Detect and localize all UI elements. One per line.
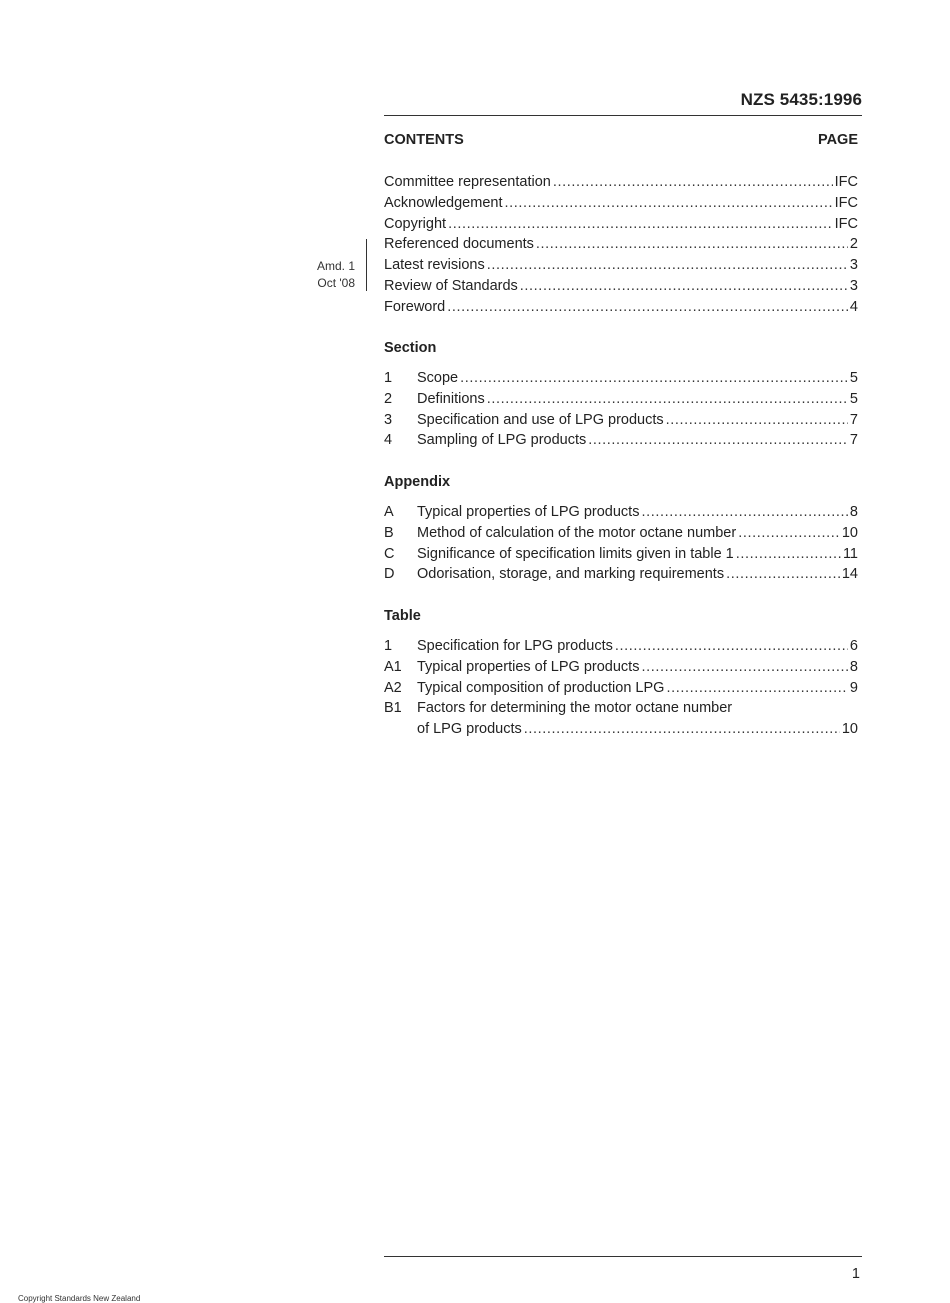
toc-entry-page: 6 xyxy=(849,638,858,654)
amendment-number: Amd. 1 xyxy=(316,259,355,273)
copyright-notice: Copyright Standards New Zealand xyxy=(18,1294,141,1303)
toc-entry-title: Method of calculation of the motor octane number xyxy=(417,524,737,541)
toc-entry[interactable] xyxy=(384,564,858,585)
toc-entry-continuation[interactable] xyxy=(384,719,858,740)
contents-heading: CONTENTS xyxy=(384,132,464,148)
toc-entry[interactable] xyxy=(384,193,858,214)
toc-entry-page: IFC xyxy=(834,174,858,190)
toc-entry[interactable] xyxy=(384,430,858,451)
toc-entry-page: 10 xyxy=(841,721,858,738)
toc-entry-title: Referenced documents xyxy=(384,236,534,253)
toc-entry-title: Typical composition of production LPG xyxy=(417,679,665,696)
page-number: 1 xyxy=(851,1266,860,1282)
standard-id: NZS 5435:1996 xyxy=(740,90,862,109)
toc-entry-title: Copyright xyxy=(384,215,447,232)
page-column-heading: PAGE xyxy=(817,132,858,148)
toc-entry-title: Latest revisions xyxy=(384,257,485,274)
toc-entry-title: Specification and use of LPG products xyxy=(417,411,664,428)
toc-entry-page: IFC xyxy=(834,215,858,232)
appendix-heading: Appendix xyxy=(384,474,451,490)
toc-entry-number: 4 xyxy=(384,432,393,449)
toc-entry-title: Specification for LPG products xyxy=(417,638,613,654)
toc-entry[interactable] xyxy=(384,502,858,523)
toc-entry-title: Foreword xyxy=(384,298,446,315)
toc-entry[interactable] xyxy=(384,657,858,678)
toc-entry-title: Odorisation, storage, and marking requirements xyxy=(417,566,725,583)
toc-entry-page: 14 xyxy=(841,566,858,583)
toc-entry-number: A2 xyxy=(384,679,402,696)
toc-entry-page: 3 xyxy=(849,257,858,274)
toc-entry[interactable] xyxy=(384,544,858,565)
toc-entry-title: Typical properties of LPG products xyxy=(417,658,640,675)
toc-entry-page: IFC xyxy=(834,194,858,211)
toc-entry-number: 2 xyxy=(384,390,393,407)
toc-entry-page: 7 xyxy=(849,432,858,449)
toc-entry[interactable] xyxy=(384,234,858,255)
toc-entry-title: Scope xyxy=(417,370,459,386)
toc-entry-title: Typical properties of LPG products xyxy=(417,504,640,520)
toc-entry-page: 10 xyxy=(841,524,858,541)
amendment-note xyxy=(300,258,355,291)
appendix-list xyxy=(384,502,858,585)
toc-entry[interactable] xyxy=(384,255,858,276)
section-list xyxy=(384,368,858,451)
toc-entry-number: D xyxy=(384,566,395,583)
toc-entry-number: C xyxy=(384,545,395,562)
toc-entry-page: 9 xyxy=(849,679,858,696)
toc-entry[interactable] xyxy=(384,368,858,389)
toc-entry-page: 8 xyxy=(849,658,858,675)
toc-entry-number: B xyxy=(384,524,394,541)
toc-entry-page: 5 xyxy=(849,390,858,407)
toc-entry-page: 5 xyxy=(849,370,858,386)
front-matter-list xyxy=(384,172,858,318)
toc-entry-page: 11 xyxy=(842,545,858,562)
toc-entry-page: 8 xyxy=(849,504,858,520)
table-list xyxy=(384,636,858,740)
toc-entry-number: 1 xyxy=(384,638,393,654)
toc-entry-number: 3 xyxy=(384,411,393,428)
section-heading: Section xyxy=(384,340,437,356)
toc-entry-page: 3 xyxy=(849,277,858,294)
toc-entry-title: of LPG products xyxy=(417,721,522,738)
toc-entry-title: Sampling of LPG products xyxy=(417,432,587,449)
footer-rule xyxy=(384,1256,862,1257)
toc-entry[interactable] xyxy=(384,523,858,544)
toc-entry[interactable] xyxy=(384,636,858,657)
table-heading: Table xyxy=(384,608,421,624)
toc-entry-page: 4 xyxy=(849,298,858,315)
toc-entry[interactable] xyxy=(384,297,858,318)
toc-entry[interactable] xyxy=(384,389,858,410)
toc-entry-title: Review of Standards xyxy=(384,277,518,294)
toc-entry-title: Committee representation xyxy=(384,174,551,190)
toc-entry-number: A xyxy=(384,504,394,520)
toc-entry-number: A1 xyxy=(384,658,402,675)
toc-entry-title: Acknowledgement xyxy=(384,194,503,211)
amendment-bar xyxy=(366,239,367,291)
amendment-date: Oct '08 xyxy=(317,275,355,290)
toc-entry[interactable] xyxy=(384,172,858,193)
toc-entry-number: B1 xyxy=(384,700,402,717)
header-rule xyxy=(384,115,862,116)
toc-entry-title: Factors for determining the motor octane number xyxy=(417,700,733,717)
toc-entry-page: 7 xyxy=(849,411,858,428)
toc-entry[interactable] xyxy=(384,698,858,719)
toc-entry-page: 2 xyxy=(849,236,858,253)
toc-entry-title: Definitions xyxy=(417,390,485,407)
toc-entry[interactable] xyxy=(384,678,858,699)
toc-entry[interactable] xyxy=(384,276,858,297)
toc-entry-title: Significance of specification limits given in table 1 xyxy=(417,545,734,562)
toc-entry[interactable] xyxy=(384,214,858,235)
toc-entry[interactable] xyxy=(384,410,858,431)
toc-entry-number: 1 xyxy=(384,370,393,386)
